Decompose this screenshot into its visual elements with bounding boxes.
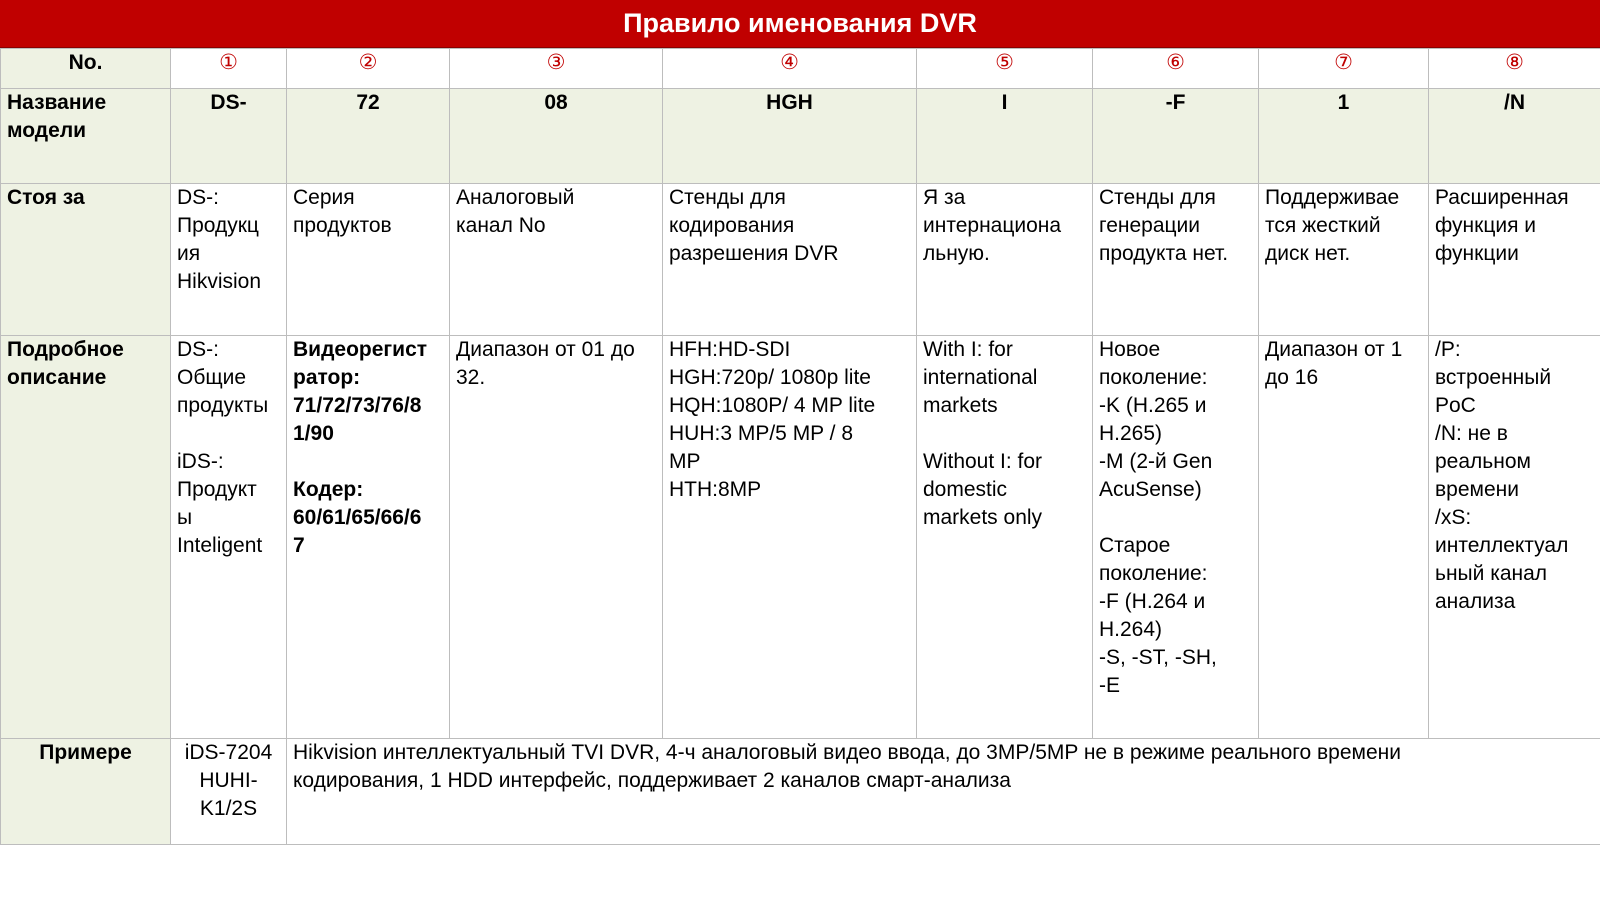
cell-text-line <box>923 420 1086 448</box>
details-cell-7 <box>1259 336 1429 739</box>
model-part-8: /N <box>1429 89 1600 184</box>
position-marker-1: ① <box>171 49 287 89</box>
cell-text-line: Новое <box>1099 338 1161 361</box>
cell-text-line: поколение: <box>1099 366 1208 389</box>
number-row <box>1 49 1600 89</box>
cell-text-line: ратор: <box>293 366 361 389</box>
model-part-7: 1 <box>1259 89 1429 184</box>
details-cell-6 <box>1093 336 1259 739</box>
cell-text-line: Аналоговый <box>456 186 575 209</box>
details-row <box>1 336 1600 739</box>
example-row <box>1 739 1600 845</box>
position-marker-3: ③ <box>450 49 663 89</box>
cell-text-line: встроенный <box>1435 366 1552 389</box>
cell-text-line: iDS-: <box>177 450 224 473</box>
stands-for-cell-1 <box>171 184 287 336</box>
cell-text-line: DS-: <box>177 186 219 209</box>
model-part-1: DS- <box>171 89 287 184</box>
cell-text-line: тся жесткий <box>1265 214 1381 237</box>
stands-for-cell-3 <box>450 184 663 336</box>
cell-text-line: поколение: <box>1099 562 1208 585</box>
cell-text-line: Inteligent <box>177 534 263 557</box>
cell-text-line: кодирования, 1 HDD интерфейс, поддерживает 2 каналов смарт-анализа <box>293 769 1011 792</box>
cell-text-line: HUH:3 MP/5 MP / 8 <box>669 422 853 445</box>
sheet-title: Правило именования DVR <box>0 0 1600 48</box>
stands-for-row <box>1 184 1600 336</box>
cell-text-line: H.264) <box>1099 618 1163 641</box>
cell-text-line: Стенды для <box>669 186 786 209</box>
position-marker-4: ④ <box>663 49 917 89</box>
cell-text-line: HUHI- <box>199 769 258 792</box>
number-row-header: No. <box>1 49 171 89</box>
cell-text-line: 71/72/73/76/8 <box>293 394 422 417</box>
cell-text-line: 7 <box>293 534 305 557</box>
cell-text-line: DS-: <box>177 338 219 361</box>
cell-text-line: ы <box>177 506 193 529</box>
cell-text-line <box>293 448 443 476</box>
cell-text-line: Поддерживае <box>1265 186 1400 209</box>
cell-text-line: продуктов <box>293 214 392 237</box>
cell-text-line: -F (H.264 и <box>1099 590 1206 613</box>
position-marker-5: ⑤ <box>917 49 1093 89</box>
cell-text-line: 1/90 <box>293 422 334 445</box>
cell-text-line: диск нет. <box>1265 242 1351 265</box>
position-marker-6: ⑥ <box>1093 49 1259 89</box>
cell-text-line: Старое <box>1099 534 1171 557</box>
cell-text-line: /P: <box>1435 338 1461 361</box>
cell-text-line: MP <box>669 450 701 473</box>
cell-text-line: H.265) <box>1099 422 1163 445</box>
cell-text-line: HGH:720p/ 1080p lite <box>669 366 871 389</box>
cell-text-line: Without I: for <box>923 450 1043 473</box>
details-header: Подробное описание <box>1 336 171 739</box>
cell-text-line: K1/2S <box>199 797 258 820</box>
cell-text-line: разрешения DVR <box>669 242 839 265</box>
cell-text-line: -E <box>1099 674 1120 697</box>
cell-text-line: domestic <box>923 478 1008 501</box>
cell-text-line: интернациона <box>923 214 1062 237</box>
naming-rule-table <box>0 48 1600 845</box>
stands-for-cell-5 <box>917 184 1093 336</box>
cell-text-line: -S, -ST, -SH, <box>1099 646 1217 669</box>
cell-text-line: канал No <box>456 214 546 237</box>
cell-text-line: markets only <box>923 506 1043 529</box>
model-name-header: Название модели <box>1 89 171 184</box>
stands-for-cell-6 <box>1093 184 1259 336</box>
cell-text-line: времени <box>1435 478 1519 501</box>
cell-text-line <box>1099 504 1252 532</box>
model-part-6: -F <box>1093 89 1259 184</box>
cell-text-line: iDS-7204 <box>184 741 273 764</box>
cell-text-line: анализа <box>1435 590 1516 613</box>
cell-text-line: Диапазон от 01 до <box>456 338 635 361</box>
cell-text-line: реальном <box>1435 450 1531 473</box>
cell-text-line: 32. <box>456 366 486 389</box>
cell-text-line: PoC <box>1435 394 1476 417</box>
cell-text-line: Кодер: <box>293 478 364 501</box>
cell-text-line: -K (H.265 и <box>1099 394 1207 417</box>
cell-text-line: Стенды для <box>1099 186 1216 209</box>
cell-text-line: Серия <box>293 186 355 209</box>
cell-text-line: продукта нет. <box>1099 242 1229 265</box>
position-marker-7: ⑦ <box>1259 49 1429 89</box>
cell-text-line: HTH:8MP <box>669 478 762 501</box>
model-part-5: I <box>917 89 1093 184</box>
cell-text-line: Продукт <box>177 478 257 501</box>
cell-text-line: Я за <box>923 186 966 209</box>
cell-text-line: ьный канал <box>1435 562 1548 585</box>
model-part-3: 08 <box>450 89 663 184</box>
cell-text-line: AcuSense) <box>1099 478 1202 501</box>
cell-text-line: /N: не в <box>1435 422 1508 445</box>
details-cell-4 <box>663 336 917 739</box>
cell-text-line: Hikvision <box>177 270 262 293</box>
cell-text-line: функции <box>1435 242 1519 265</box>
stands-for-header: Стоя за <box>1 184 171 336</box>
cell-text-line: /xS: <box>1435 506 1472 529</box>
example-description <box>287 739 1600 845</box>
cell-text-line: интеллектуал <box>1435 534 1569 557</box>
cell-text-line: international <box>923 366 1038 389</box>
stands-for-cell-8 <box>1429 184 1600 336</box>
cell-text-line: Расширенная <box>1435 186 1569 209</box>
cell-text-line: продукты <box>177 394 269 417</box>
cell-text-line: HQH:1080P/ 4 MP lite <box>669 394 876 417</box>
position-marker-2: ② <box>287 49 450 89</box>
cell-text-line: Продукц <box>177 214 259 237</box>
cell-text-line: генерации <box>1099 214 1201 237</box>
example-header: Примере <box>1 739 171 845</box>
cell-text-line: до 16 <box>1265 366 1319 389</box>
cell-text-line: ия <box>177 242 201 265</box>
cell-text-line: markets <box>923 394 998 417</box>
details-cell-8 <box>1429 336 1600 739</box>
cell-text-line: функция и <box>1435 214 1537 237</box>
model-part-2: 72 <box>287 89 450 184</box>
stands-for-cell-4 <box>663 184 917 336</box>
cell-text-line: With I: for <box>923 338 1013 361</box>
position-marker-8: ⑧ <box>1429 49 1600 89</box>
details-cell-5 <box>917 336 1093 739</box>
cell-text-line: 60/61/65/66/6 <box>293 506 422 529</box>
cell-text-line: Диапазон от 1 <box>1265 338 1403 361</box>
model-name-row <box>1 89 1600 184</box>
example-model-code <box>171 739 287 845</box>
cell-text-line <box>177 420 280 448</box>
cell-text-line: -M (2-й Gen <box>1099 450 1213 473</box>
cell-text-line: HFH:HD-SDI <box>669 338 791 361</box>
cell-text-line: Hikvision интеллектуальный TVI DVR, 4-ч аналоговый видео ввода, до 3MP/5MP не в режиме реального времени <box>293 741 1401 764</box>
stands-for-cell-7 <box>1259 184 1429 336</box>
cell-text-line: льную. <box>923 242 990 265</box>
stands-for-cell-2 <box>287 184 450 336</box>
details-cell-2 <box>287 336 450 739</box>
cell-text-line: Общие <box>177 366 247 389</box>
details-cell-3 <box>450 336 663 739</box>
cell-text-line: кодирования <box>669 214 795 237</box>
details-cell-1 <box>171 336 287 739</box>
model-part-4: HGH <box>663 89 917 184</box>
cell-text-line: Видеорегист <box>293 338 428 361</box>
